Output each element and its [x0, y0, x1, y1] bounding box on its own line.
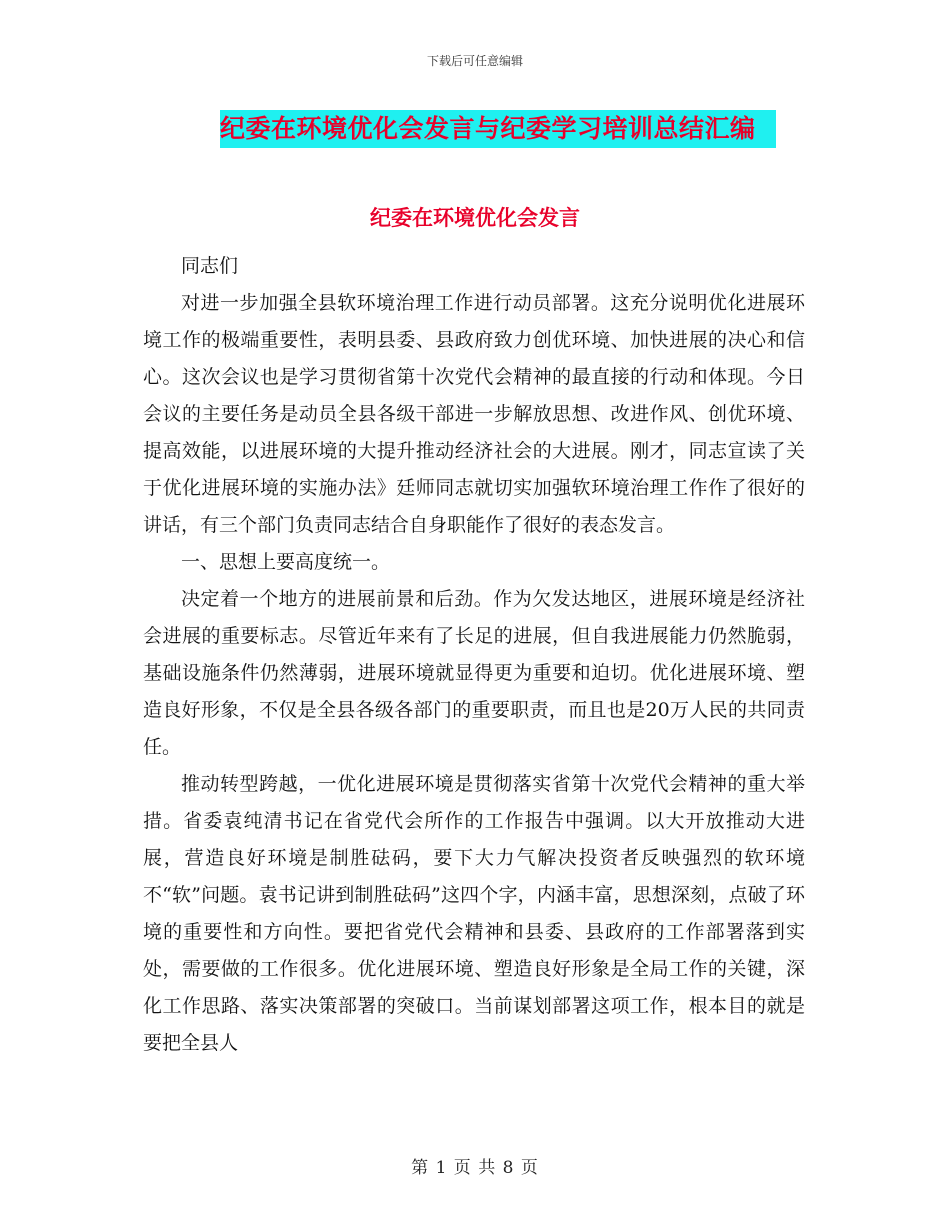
paragraph: 推动转型跨越，一优化进展环境是贯彻落实省第十次党代会精神的重大举措。省委袁纯清书记在省党代会所作的工作报告中强调。以大开放推动大进展，营造良好环境是制胜砝码，要下大力气解决投资者反映强烈的软环境不“软”问题。袁书记讲到制胜砝码”这四个字，内涵丰富，思想深刻，点破了环境的重要性和方向性。要把省党代会精神和县委、县政府的工作部署落到实处，需要做的工作很多。优化进展环境、塑造良好形象是全局工作的关键，深化工作思路、落实决策部署的突破口。当前谋划部署这项工作，根本目的就是要把全县人	[143, 773, 805, 1054]
paragraph: 对进一步加强全县软环境治理工作进行动员部署。这充分说明优化进展环境工作的极端重要性，表明县委、县政府致力创优环境、加快进展的决心和信心。这次会议也是学习贯彻省第十次党代会精神的最直接的行动和体现。今日会议的主要任务是动员全县各级干部进一步解放思想、改进作风、创优环境、提高效能，以进展环境的大提升推动经济社会的大进展。刚才，同志宣读了关于优化进展环境的实施办法》廷师同志就切实加强软环境治理工作作了很好的讲话，有三个部门负责同志结合自身职能作了很好的表态发言。	[143, 292, 805, 536]
page-header-note: 下载后可任意编辑	[426, 54, 523, 68]
paragraph-heading: 一、思想上要高度统一。	[181, 551, 391, 573]
paragraph: 决定着一个地方的进展前景和后劲。作为欠发达地区，进展环境是经济社会进展的重要标志。尽管近年来有了长足的进展，但自我进展能力仍然脆弱，基础设施条件仍然薄弱，进展环境就显得更为重要和迫切。优化进展环境、塑造良好形象，不仅是全县各级各部门的重要职责，而且也是20万人民的共同责任。	[143, 588, 805, 758]
section-title: 纪委在环境优化会发言	[370, 206, 580, 230]
paragraph-salutation: 同志们	[181, 255, 239, 277]
document-body	[143, 248, 805, 1062]
document-title: 纪委在环境优化会发言与纪委学习培训总结汇编	[220, 110, 776, 148]
page-footer: 第 1 页 共 8 页	[411, 1158, 539, 1178]
